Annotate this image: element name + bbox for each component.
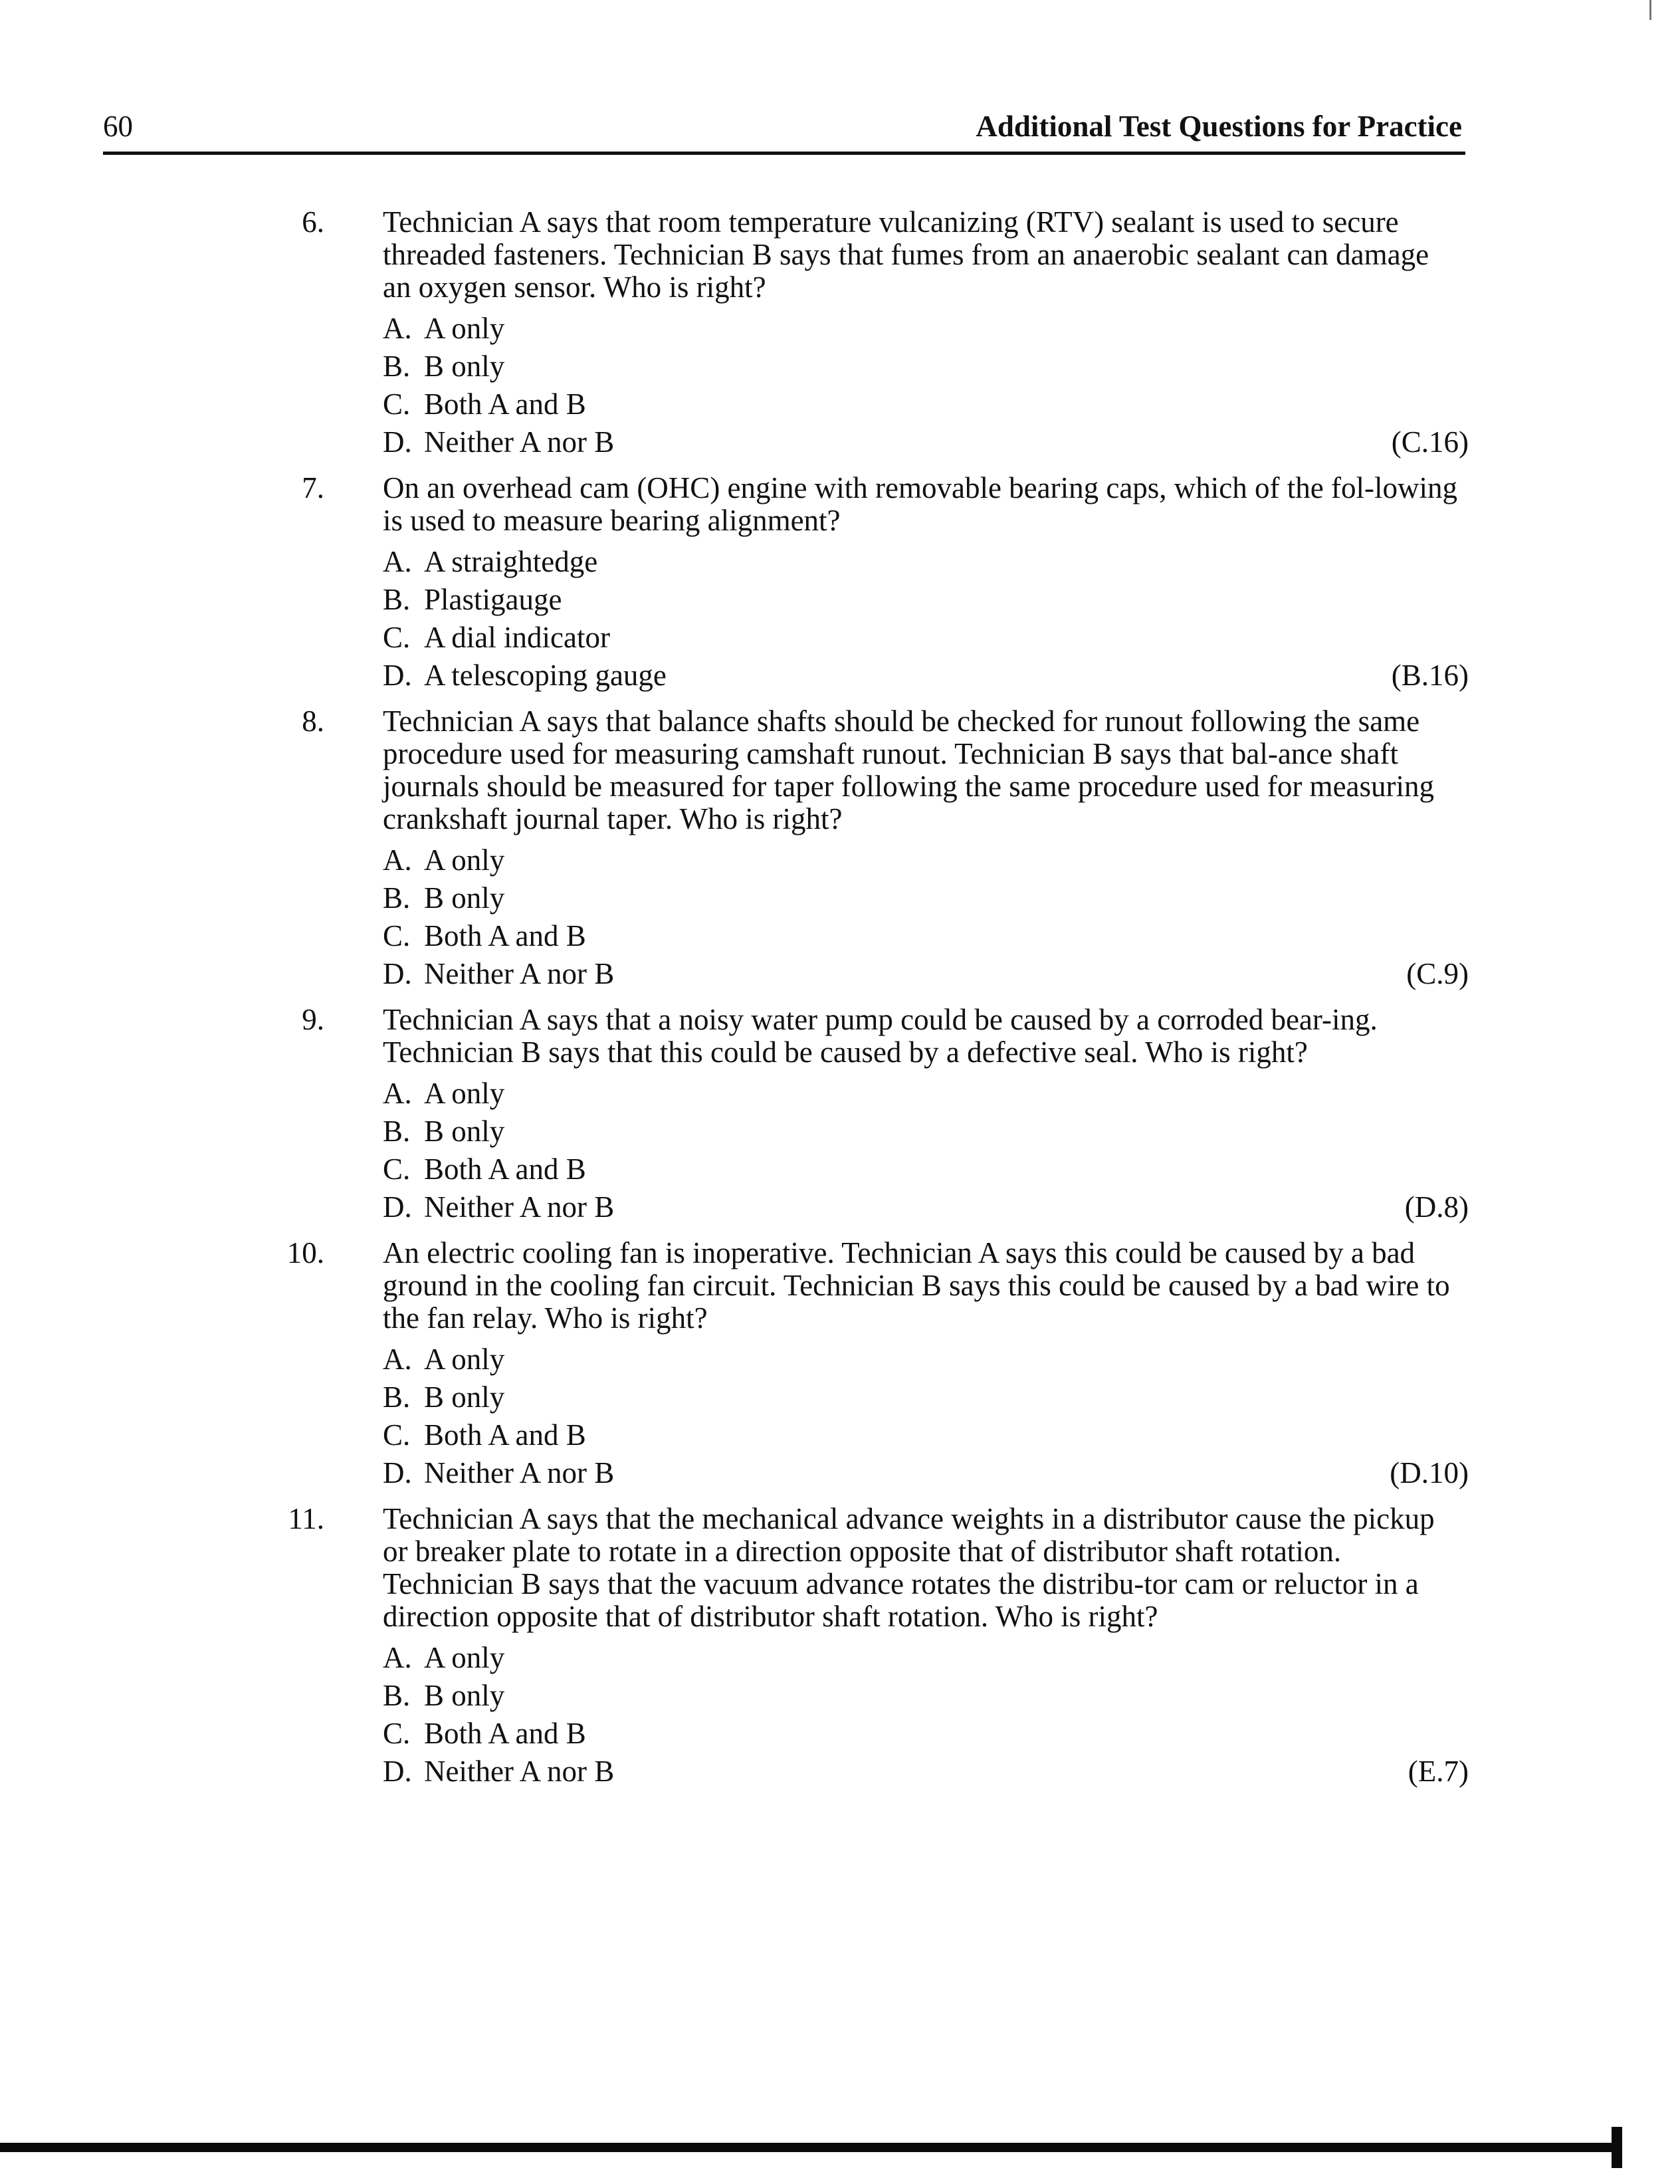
option-text: B only	[424, 1115, 505, 1148]
question-reference: (D.10)	[1390, 1456, 1469, 1489]
option-text: Neither A nor B	[424, 1456, 615, 1489]
question-stem: Technician A says that room temperature vulcanizing (RTV) sealant is used to secure threaded fasteners. Technician B says that fumes from an anaerobic sealant can damage an oxygen sensor. Who is right?	[383, 205, 1429, 304]
question-10	[286, 1236, 1469, 1492]
option-text: Both A and B	[424, 387, 586, 421]
question-9	[302, 1003, 1469, 1226]
question-stem: Technician A says that balance shafts should be checked for runout following the same procedure used for measuring camshaft runout. Technician B says that bal-ance shaft journals should be measured for taper following the same procedure used for measuring crankshaft journal taper. Who is right?	[383, 705, 1435, 835]
option-text: Neither A nor B	[424, 957, 615, 990]
option-letter: B.	[383, 1115, 411, 1148]
answer-options	[383, 543, 1469, 695]
question-number: 6.	[302, 205, 324, 239]
question-number: 9.	[302, 1003, 324, 1036]
option-letter: C.	[383, 1418, 411, 1452]
option-letter: B.	[383, 583, 411, 616]
question-reference: (E.7)	[1408, 1755, 1469, 1788]
option-letter: D.	[383, 1755, 412, 1788]
option-letter: C.	[383, 1717, 411, 1750]
option-a	[383, 1341, 1469, 1378]
option-letter: B.	[383, 881, 411, 915]
option-letter: A.	[383, 1343, 412, 1376]
question-number: 7.	[302, 471, 324, 504]
option-text: A only	[424, 1077, 505, 1110]
question-8	[302, 705, 1469, 993]
option-text: Neither A nor B	[424, 1755, 615, 1788]
option-c	[383, 1150, 1469, 1188]
option-letter: C.	[383, 919, 411, 952]
option-a	[383, 310, 1469, 348]
option-d	[383, 1188, 1469, 1226]
answer-options	[383, 310, 1469, 461]
question-stem: Technician A says that the mechanical advance weights in a distributor cause the pickup or breaker plate to rotate in a direction opposite that of distributor shaft rotation. Technician B says that the vacuum advance rotates the distribu-tor cam or reluctor in a direction opposite that of distributor shaft rotation. Who is right?	[383, 1502, 1435, 1633]
answer-options	[383, 841, 1469, 993]
question-11	[288, 1502, 1469, 1791]
option-text: B only	[424, 1679, 505, 1712]
option-a	[383, 841, 1469, 879]
option-letter: D.	[383, 957, 412, 990]
option-c	[383, 1416, 1469, 1454]
option-b	[383, 1677, 1469, 1715]
option-text: A only	[424, 843, 505, 877]
question-stem: On an overhead cam (OHC) engine with removable bearing caps, which of the fol-lowing is used to measure bearing alignment?	[383, 471, 1457, 537]
option-text: A straightedge	[424, 545, 598, 578]
option-text: Both A and B	[424, 919, 586, 952]
option-text: B only	[424, 350, 505, 383]
question-stem: An electric cooling fan is inoperative. Technician A says this could be caused by a bad ground in the cooling fan circuit. Technician B says this could be caused by a bad wire to the fan relay. Who is right?	[383, 1236, 1450, 1335]
option-d	[383, 423, 1469, 461]
option-b	[383, 348, 1469, 385]
option-letter: D.	[383, 1456, 412, 1489]
option-letter: A.	[383, 312, 412, 345]
option-d	[383, 1454, 1469, 1492]
header-rule	[103, 152, 1465, 155]
option-text: Plastigauge	[424, 583, 562, 616]
question-reference: (C.9)	[1406, 957, 1469, 990]
option-letter: A.	[383, 545, 412, 578]
option-letter: D.	[383, 425, 412, 459]
option-letter: D.	[383, 659, 412, 692]
option-letter: D.	[383, 1190, 412, 1224]
question-list	[286, 205, 1469, 1801]
option-text: B only	[424, 881, 505, 915]
option-letter: A.	[383, 843, 412, 877]
answer-options	[383, 1341, 1469, 1492]
answer-options	[383, 1639, 1469, 1791]
option-text: A dial indicator	[424, 621, 610, 654]
option-letter: B.	[383, 350, 411, 383]
option-letter: A.	[383, 1077, 412, 1110]
option-letter: B.	[383, 1679, 411, 1712]
option-text: Both A and B	[424, 1418, 586, 1452]
page-header	[103, 106, 1462, 146]
option-a	[383, 1075, 1469, 1113]
option-text: A telescoping gauge	[424, 659, 667, 692]
option-c	[383, 385, 1469, 423]
bottom-scan-bar-end	[1612, 2127, 1622, 2168]
option-c	[383, 917, 1469, 955]
option-text: Both A and B	[424, 1717, 586, 1750]
option-text: Neither A nor B	[424, 1190, 615, 1224]
answer-options	[383, 1075, 1469, 1226]
running-title: Additional Test Questions for Practice	[976, 110, 1462, 143]
option-text: B only	[424, 1380, 505, 1414]
option-c	[383, 1715, 1469, 1753]
option-letter: C.	[383, 621, 411, 654]
question-reference: (B.16)	[1391, 659, 1469, 692]
question-stem: Technician A says that a noisy water pump could be caused by a corroded bear-ing. Technician B says that this could be caused by a defective seal. Who is right?	[383, 1003, 1378, 1069]
option-letter: C.	[383, 387, 411, 421]
option-letter: B.	[383, 1380, 411, 1414]
question-number: 10.	[286, 1236, 324, 1269]
page-number: 60	[103, 110, 133, 143]
option-a	[383, 1639, 1469, 1677]
option-text: A only	[424, 1343, 505, 1376]
option-d	[383, 657, 1469, 695]
option-b	[383, 1378, 1469, 1416]
option-text: A only	[424, 312, 505, 345]
option-letter: C.	[383, 1152, 411, 1186]
option-text: Both A and B	[424, 1152, 586, 1186]
question-number: 8.	[302, 705, 324, 738]
bottom-scan-bar	[0, 2143, 1622, 2152]
question-reference: (D.8)	[1404, 1190, 1469, 1224]
question-6	[302, 205, 1469, 461]
option-c	[383, 619, 1469, 657]
question-7	[302, 471, 1469, 695]
option-text: Neither A nor B	[424, 425, 615, 459]
option-letter: A.	[383, 1641, 412, 1674]
option-b	[383, 879, 1469, 917]
option-d	[383, 1753, 1469, 1791]
scan-edge-mark	[1649, 0, 1651, 20]
option-b	[383, 581, 1469, 619]
option-a	[383, 543, 1469, 581]
option-b	[383, 1113, 1469, 1150]
option-text: A only	[424, 1641, 505, 1674]
question-reference: (C.16)	[1391, 425, 1469, 459]
question-number: 11.	[288, 1502, 324, 1535]
option-d	[383, 955, 1469, 993]
